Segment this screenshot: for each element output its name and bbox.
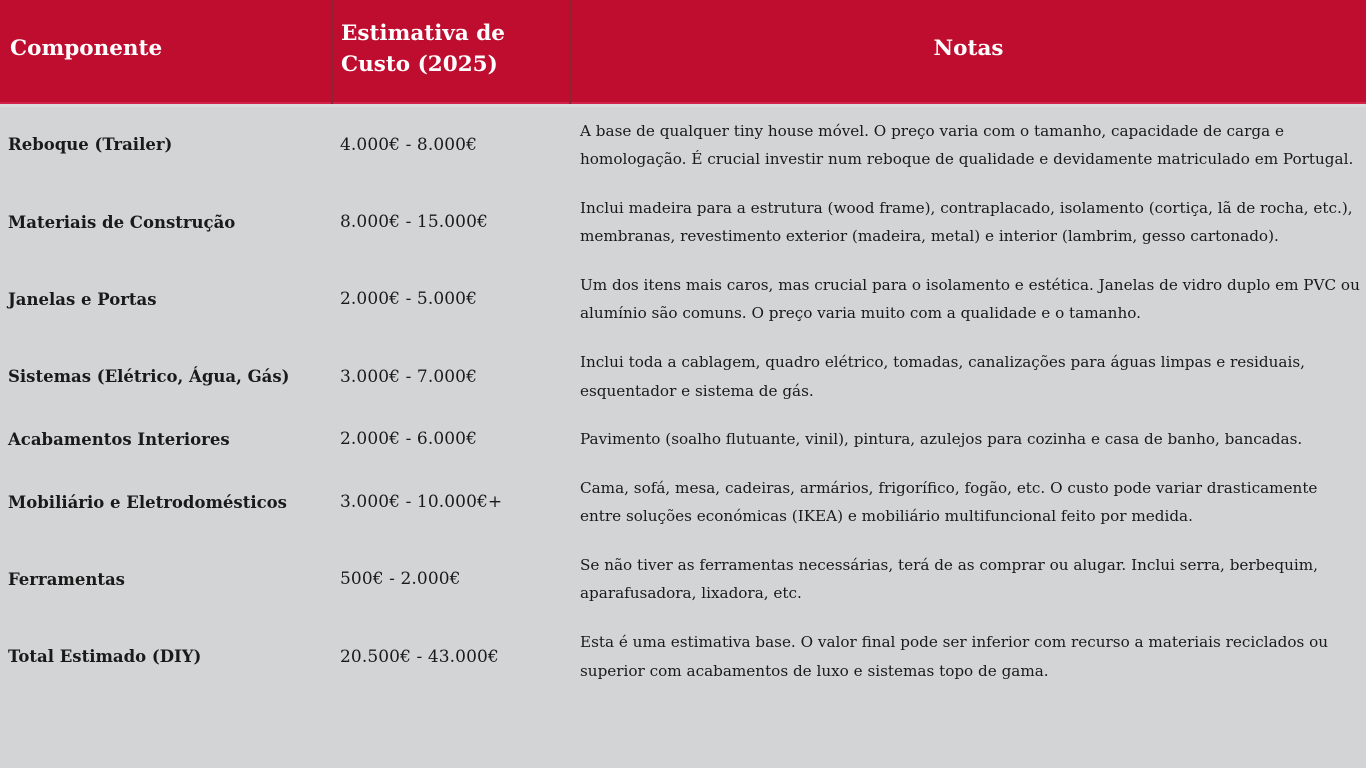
cell-estimativa-custo: 2.000€ - 6.000€ xyxy=(332,415,570,464)
column-header-componente: Componente xyxy=(0,0,332,105)
table-row xyxy=(0,338,1366,415)
table-body xyxy=(0,105,1366,695)
table-row xyxy=(0,415,1366,464)
table-row xyxy=(0,541,1366,618)
cell-notas: A base de qualquer tiny house móvel. O preço varia com o tamanho, capacidade de carga e homologação. É crucial investir num reboque de qualidade e devidamente matriculado em Portugal. xyxy=(570,105,1366,184)
cell-componente: Materiais de Construção xyxy=(0,184,332,261)
table-row xyxy=(0,184,1366,261)
cell-estimativa-custo: 3.000€ - 7.000€ xyxy=(332,338,570,415)
cell-componente: Janelas e Portas xyxy=(0,261,332,338)
cell-componente: Reboque (Trailer) xyxy=(0,105,332,184)
cell-notas: Pavimento (soalho flutuante, vinil), pintura, azulejos para cozinha e casa de banho, bancadas. xyxy=(570,415,1366,464)
table-row xyxy=(0,261,1366,338)
cell-notas: Inclui toda a cablagem, quadro elétrico, tomadas, canalizações para águas limpas e residuais, esquentador e sistema de gás. xyxy=(570,338,1366,415)
table-row xyxy=(0,618,1366,695)
cell-componente: Acabamentos Interiores xyxy=(0,415,332,464)
cell-notas: Inclui madeira para a estrutura (wood frame), contraplacado, isolamento (cortiça, lã de rocha, etc.), membranas, revestimento exterior (madeira, metal) e interior (lambrim, gesso cartonado). xyxy=(570,184,1366,261)
cell-estimativa-custo: 3.000€ - 10.000€+ xyxy=(332,464,570,541)
column-header-estimativa-custo: Estimativa de Custo (2025) xyxy=(332,0,570,105)
cell-componente: Sistemas (Elétrico, Água, Gás) xyxy=(0,338,332,415)
cell-componente: Ferramentas xyxy=(0,541,332,618)
column-header-notas: Notas xyxy=(570,0,1366,105)
cell-estimativa-custo: 20.500€ - 43.000€ xyxy=(332,618,570,695)
cell-estimativa-custo: 8.000€ - 15.000€ xyxy=(332,184,570,261)
cell-componente: Mobiliário e Eletrodomésticos xyxy=(0,464,332,541)
cell-notas: Esta é uma estimativa base. O valor final pode ser inferior com recurso a materiais reciclados ou superior com acabamentos de luxo e sistemas topo de gama. xyxy=(570,618,1366,695)
table-row xyxy=(0,105,1366,184)
cell-notas: Um dos itens mais caros, mas crucial para o isolamento e estética. Janelas de vidro duplo em PVC ou alumínio são comuns. O preço varia muito com a qualidade e o tamanho. xyxy=(570,261,1366,338)
cell-estimativa-custo: 2.000€ - 5.000€ xyxy=(332,261,570,338)
cell-notas: Cama, sofá, mesa, cadeiras, armários, frigorífico, fogão, etc. O custo pode variar drasticamente entre soluções económicas (IKEA) e mobiliário multifuncional feito por medida. xyxy=(570,464,1366,541)
table-header xyxy=(0,0,1366,105)
cell-componente: Total Estimado (DIY) xyxy=(0,618,332,695)
cell-estimativa-custo: 500€ - 2.000€ xyxy=(332,541,570,618)
table-header-row xyxy=(0,0,1366,105)
table-row xyxy=(0,464,1366,541)
cell-notas: Se não tiver as ferramentas necessárias, terá de as comprar ou alugar. Inclui serra, berbequim, aparafusadora, lixadora, etc. xyxy=(570,541,1366,618)
cell-estimativa-custo: 4.000€ - 8.000€ xyxy=(332,105,570,184)
